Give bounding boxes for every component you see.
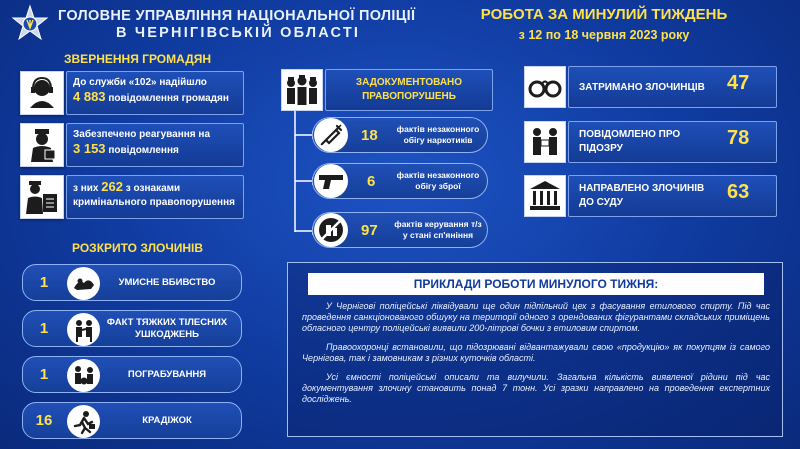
documented-1-count: 18 (361, 127, 378, 144)
examples-paragraph-2: Правоохоронці встановили, що підозрювані відвантажували свою «продукцію» як покупцям із самого Чернігова, так і замовникам з різних куточків області. (302, 342, 770, 363)
courthouse-icon (525, 176, 565, 216)
documented-1-label: фактів незаконного обігу наркотиків (396, 124, 480, 145)
solved-1-label: УМИСНЕ ВБИВСТВО (118, 276, 216, 288)
appeal-2-number: 3 153 (73, 141, 106, 156)
police-group-icon (282, 70, 322, 110)
police-emblem-icon (10, 4, 50, 44)
appeals-heading: ЗВЕРНЕННЯ ГРОМАДЯН (64, 52, 212, 66)
appeal-icon-tile-3 (20, 175, 64, 219)
appeal-card-3 (66, 175, 244, 219)
documented-3-count: 97 (361, 222, 378, 239)
examples-paragraph-3: Усі ємності поліцейські описали та вилучили. Загальна кількість виявленої рідини під час документування злочину становить понад 7 тонн. Усі зразки направлено на проведення експертних досліджень. (302, 372, 770, 404)
stat-card-3 (568, 175, 777, 217)
report-period: з 12 по 18 червня 2023 року (518, 28, 690, 42)
appeal-2-text-b: повідомлення (108, 145, 179, 156)
solved-1-count: 1 (39, 274, 49, 291)
officer-documents-icon (21, 176, 63, 218)
stat-3-value: 63 (727, 181, 750, 203)
stat-card-2 (568, 121, 777, 163)
pistol-icon (314, 164, 348, 198)
stat-icon-tile-1 (524, 66, 566, 108)
stat-2-value: 78 (727, 127, 750, 149)
documented-3-label: фактів керування т/з у стані сп'яніння (394, 219, 482, 240)
organization-title (58, 8, 415, 42)
solved-4-label: КРАДІЖОК (142, 414, 192, 426)
organization-title-line1: ГОЛОВНЕ УПРАВЛІННЯ НАЦІОНАЛЬНОЇ ПОЛІЦІЇ (58, 8, 416, 24)
stat-icon-tile-3 (524, 175, 566, 217)
operator-headset-icon (21, 72, 63, 114)
documented-heading: ЗАДОКУМЕНТОВАНО ПРАВОПОРУШЕНЬ (355, 77, 463, 102)
syringe-icon (314, 118, 348, 152)
stat-3-label: НАПРАВЛЕНО ЗЛОЧИНІВ ДО СУДУ (579, 183, 705, 208)
solved-item-4 (22, 402, 242, 439)
report-title: РОБОТА ЗА МИНУЛИЙ ТИЖДЕНЬ (480, 6, 728, 23)
appeal-1-text-b: повідомлення громадян (108, 93, 229, 104)
solved-item-3 (22, 356, 242, 393)
appeal-1-number: 4 883 (73, 89, 106, 104)
documented-2-label: фактів незаконного обігу зброї (396, 170, 480, 191)
solved-item-2 (22, 310, 242, 347)
appeal-icon-tile-1 (20, 71, 64, 115)
appeal-3-text-c: кримінального правопорушення (73, 197, 235, 208)
documented-icon-tile (281, 69, 323, 111)
stat-2-label: ПОВІДОМЛЕНО ПРО ПІДОЗРУ (579, 129, 681, 154)
stat-icon-tile-2 (524, 121, 566, 163)
solved-item-1 (22, 264, 242, 301)
thief-running-icon (67, 405, 100, 438)
solved-3-count: 1 (39, 366, 49, 383)
suspect-notice-icon (525, 122, 565, 162)
solved-3-label: ПОГРАБУВАННЯ (127, 368, 207, 380)
police-officer-icon (21, 124, 63, 166)
robbery-icon (67, 359, 100, 392)
organization-title-line2: В ЧЕРНІГІВСЬКІЙ ОБЛАСТІ (116, 25, 361, 41)
stat-1-value: 47 (727, 72, 750, 94)
appeal-card-1 (66, 71, 244, 115)
handcuffs-icon (525, 67, 565, 107)
solved-2-count: 1 (39, 320, 49, 337)
appeal-card-2 (66, 123, 244, 167)
solved-2-label: ФАКТ ТЯЖКИХ ТІЛЕСНИХ УШКОДЖЕНЬ (106, 316, 228, 340)
documented-heading-card (325, 69, 493, 111)
examples-body (302, 301, 770, 413)
appeal-icon-tile-2 (20, 123, 64, 167)
appeal-2-text-a: Забезпечено реагування на (73, 129, 211, 140)
stat-1-label: ЗАТРИМАНО ЗЛОЧИНЦІВ (579, 82, 705, 93)
body-chalk-icon (67, 267, 100, 300)
appeal-3-number: 262 (101, 179, 123, 194)
examples-paragraph-1: У Чернігові поліцейські ліквідували ще один підпільний цех з фасування етилового спирту. Під час проведення санкціонованого обшуку на території одного з орендованих фігурантами складських приміщень обласного центру поліцейські виявили 200-літрові бочки з етиловим спиртом. (302, 301, 770, 333)
solved-4-count: 16 (35, 412, 53, 429)
examples-panel (287, 262, 783, 437)
appeal-1-text-a: До служби «102» надійшло (73, 77, 207, 88)
documented-2-count: 6 (367, 173, 376, 190)
examples-heading: ПРИКЛАДИ РОБОТИ МИНУЛОГО ТИЖНЯ: (308, 273, 764, 295)
appeal-3-text-a: з них (73, 183, 99, 194)
stat-card-1 (568, 66, 777, 108)
no-drunk-driving-icon (314, 213, 348, 247)
fight-icon (67, 313, 100, 346)
appeal-3-text-b: з ознаками (125, 183, 181, 194)
solved-heading: РОЗКРИТО ЗЛОЧИНІВ (72, 241, 204, 255)
